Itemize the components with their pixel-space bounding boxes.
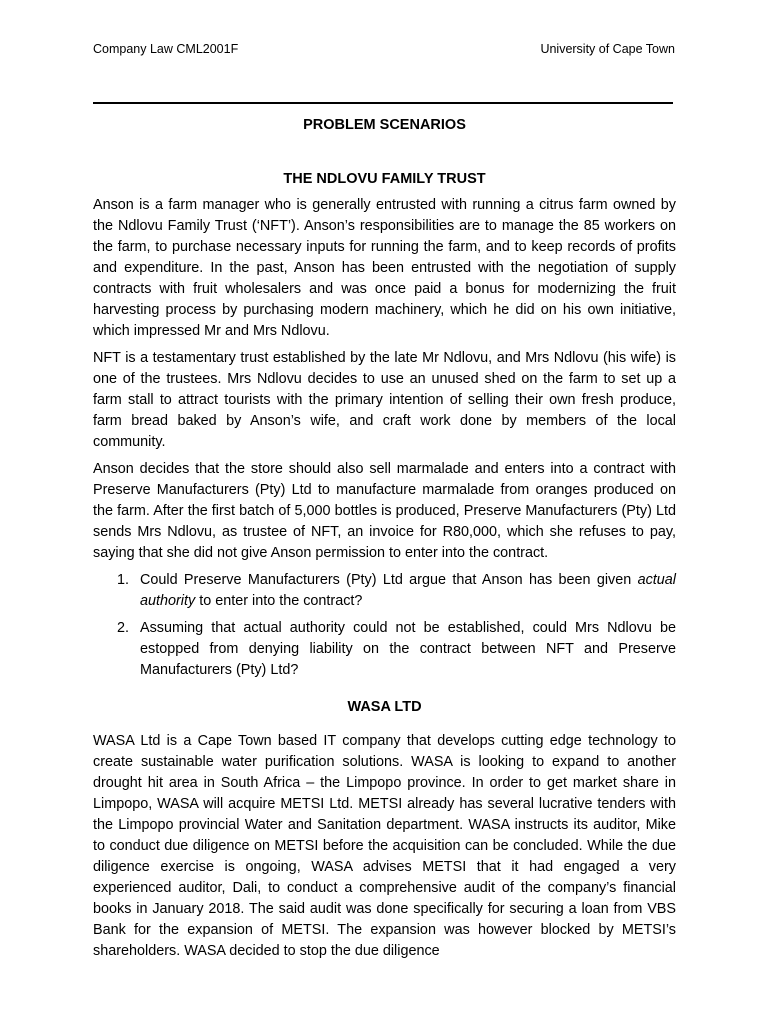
question-emphasis: actual authority (140, 572, 676, 609)
header-rule (93, 102, 673, 104)
question-item (93, 618, 676, 681)
question-item (93, 570, 676, 612)
section-heading-ndlovu: THE NDLOVU FAMILY TRUST (283, 171, 486, 187)
question-text-end: to enter into the contract? (195, 593, 363, 609)
page-title: PROBLEM SCENARIOS (303, 117, 466, 133)
question-number: 2. (117, 620, 130, 636)
header-course: Company Law CML2001F (93, 42, 239, 56)
paragraph-nft: NFT is a testamentary trust established by the late Mr Ndlovu, and Mrs Ndlovu (his wife) is one of the trustees. Mrs Ndlovu decides to use an unused shed on the farm to set up a farm stall to attract tourists with the primary intention of selling their own fresh produce, farm bread baked by Anson’s wife, and craft work done by members of the local community. (93, 350, 676, 450)
section-heading-wasa: WASA LTD (347, 699, 422, 715)
header-university: University of Cape Town (540, 42, 675, 56)
question-number: 1. (117, 572, 130, 588)
paragraph-wasa: WASA Ltd is a Cape Town based IT company that develops cutting edge technology to create sustainable water purification solutions. WASA is looking to expand to another drought hit area in South Africa – the Limpopo province. In order to get market share in Limpopo, WASA will acquire METSI Ltd. METSI already has several lucrative tenders with the Limpopo provincial Water and Sanitation department. WASA instructs its auditor, Mike to conduct due diligence on METSI before the acquisition can be concluded. While the due diligence exercise is ongoing, WASA advises METSI that it had engaged a very experienced auditor, Dali, to conduct a comprehensive audit of the company’s financial books in January 2018. The said audit was done specifically for securing a loan from VBS Bank for the expansion of METSI. The expansion was however blocked by METSI’s shareholders. WASA decided to stop the due diligence (93, 733, 676, 959)
paragraph-marmalade: Anson decides that the store should also sell marmalade and enters into a contract with Preserve Manufacturers (Pty) Ltd to manufacture marmalade from oranges produced on the farm. After the first batch of 5,000 bottles is produced, Preserve Manufacturers (Pty) Ltd sends Mrs Ndlovu, as trustee of NFT, an invoice for R80,000, which she refuses to pay, saying that she did not give Anson permission to enter into the contract. (93, 461, 676, 561)
document-body (93, 114, 676, 968)
paragraph-anson: Anson is a farm manager who is generally entrusted with running a citrus farm owned by the Ndlovu Family Trust (‘NFT’). Anson’s responsibilities are to manage the 85 workers on the farm, to purchase necessary inputs for running the farm, and to keep records of profits and expenditure. In the past, Anson has been entrusted with the negotiation of supply contracts with fruit wholesalers and was once paid a bonus for modernizing the fruit harvesting process by purchasing modern machinery, which he did on his own initiative, which impressed Mr and Mrs Ndlovu. (93, 197, 676, 339)
question-list (93, 570, 676, 681)
question-text: Assuming that actual authority could not be established, could Mrs Ndlovu be estopped from denying liability on the contract between NFT and Preserve Manufacturers (Pty) Ltd? (140, 620, 676, 678)
question-text-start: Could Preserve Manufacturers (Pty) Ltd argue that Anson has been given (140, 572, 638, 588)
